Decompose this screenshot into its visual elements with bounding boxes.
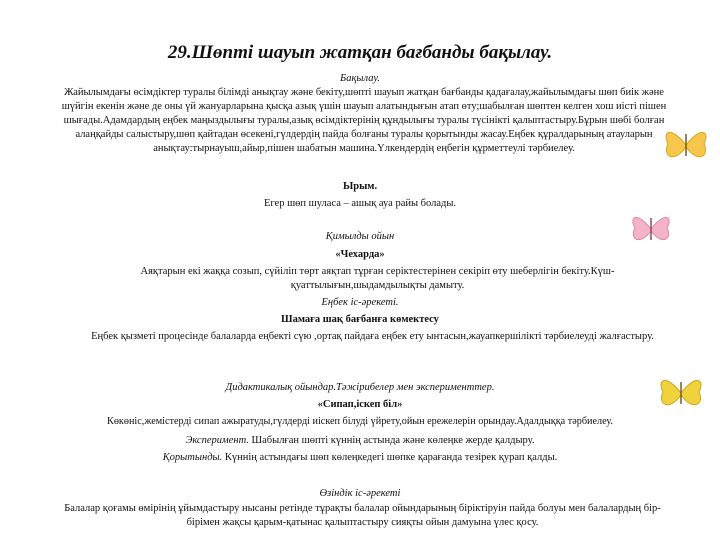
experiment-label: Эксперимент. bbox=[185, 435, 249, 446]
conclusion-line bbox=[50, 451, 670, 465]
riddle-heading: Ырым. bbox=[342, 181, 378, 192]
conclusion-label: Қорытынды. bbox=[162, 452, 223, 463]
riddle-text: Егер шөп шуласа – ашық ауа райы болады. bbox=[263, 198, 457, 209]
independent-text: Балалар қоғамы өмірінің ұйымдастыру нысаны ретінде тұрақты балалар ойындарының біріктіруін пайда болуы мен балалардың бір-бірімен жақсы қарым-қатынас қалыптастыру сияқты ойын дамуына үлес қосу. bbox=[64, 503, 661, 528]
didactic-heading: Дидактикалық ойындар.Тәжірибелер мен эксперименттер. bbox=[225, 382, 495, 393]
didactic-text: Көкөніс,жемістерді сипап ажыратуды,гүлдерді иіскеп білуді үйрету,ойын ережелерін орындау.Адалдыққа тәрбиелеу. bbox=[107, 416, 613, 427]
labor-name: Шамаға шақ бағбанға көмектесу bbox=[281, 314, 439, 325]
page-title: 29.Шөпті шауып жатқан бағбанды бақылау. bbox=[167, 42, 553, 63]
active-game-name: «Чехарда» bbox=[335, 249, 385, 260]
butterfly-icon bbox=[655, 368, 707, 418]
active-game-text: Аяқтарын екі жаққа созып, сүйіліп төрт аяқтап тұрған серіктестерінен секіріп өту шеберлігін бекіту.Күш-қуаттылығын,шыдамдылықты дамыту. bbox=[140, 266, 615, 291]
observation-heading: Бақылау. bbox=[340, 73, 380, 84]
labor-text: Еңбек қызметі процесінде балаларда еңбекті сүю ,ортақ пайдаға еңбек ету ынтасын,жауапкершілікті тәрбиелеуді жалғастыру. bbox=[91, 331, 654, 342]
independent-heading: Өзіндік іс-әрекеті bbox=[319, 488, 401, 499]
active-game-heading: Қимылды ойын bbox=[325, 231, 395, 242]
experiment-line bbox=[50, 434, 670, 448]
conclusion-text: Күннің астындағы шөп көлеңкедегі шөпке қарағанда тезірек қурап қалды. bbox=[224, 452, 558, 463]
observation-text: Жайылымдағы өсімдіктер туралы білімді анықтау және бекіту,шөпті шауып жатқан бағбанды қадағалау,жайылымдағы шөп биік және шүйгін екенін және де оны үй жануарларына қысқа азық үшін шауып алатындығын атап өту;шабылған шөптен келген хош иісті пішен шығады.Адамдардың еңбек маңыздылығы туралы,азық өсімдіктерінің құндылығы туралы түсінікті қалыптастыру.Бұрын шөбі болған алаңқайды салыстыру,шөп қайтадан өсекені,гүлдердің пайда болғаны туралы қорытынды жасау.Еңбек құралдарының атауларын анықтау:тырнауыш,айыр,пішен шабатын машина.Үлкендердің еңбегін құрметтеулі тәрбиелеу. bbox=[61, 87, 667, 154]
butterfly-icon bbox=[628, 206, 674, 252]
butterfly-icon bbox=[660, 120, 712, 170]
labor-heading: Еңбек іс-әрекеті. bbox=[321, 297, 399, 308]
didactic-game-name: «Сипап,іскеп біл» bbox=[317, 399, 403, 410]
experiment-text: Шабылған шөпті күннің астында және көлеңке жерде қалдыру. bbox=[251, 435, 535, 446]
